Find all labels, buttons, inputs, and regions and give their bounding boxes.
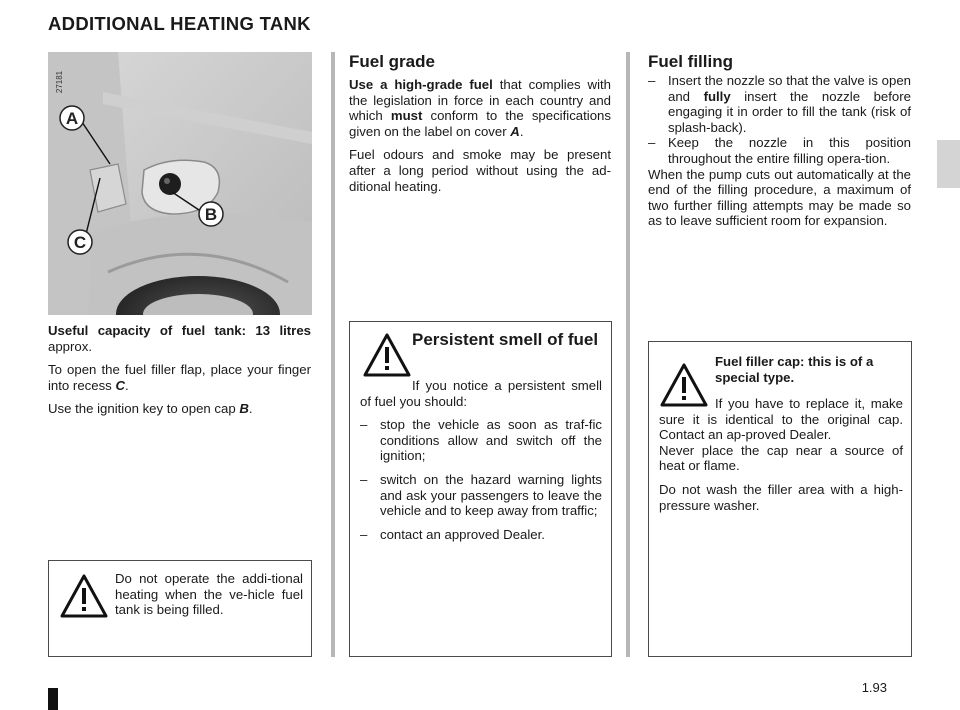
cap-washer-paragraph: Do not wash the filler area with a high-pressure washer. <box>659 481 903 513</box>
warning-triangle-icon <box>362 332 412 378</box>
column-divider-left <box>331 52 335 657</box>
smell-item: – switch on the hazard warning lights and ask your passengers to leave the vehicle and to keep away from traffic; <box>360 471 602 519</box>
must-bold: must <box>390 108 423 124</box>
fuel-filling-heading: Fuel filling <box>648 52 733 71</box>
smell-item-text: switch on the hazard warning lights and ask your passengers to leave the vehicle and to keep away from traffic; <box>380 471 602 519</box>
ignition-key-text: Use the ignition key to open cap <box>48 401 240 417</box>
fuel-grade-paragraph <box>349 77 611 139</box>
warning-triangle-icon <box>59 573 109 619</box>
fuel-filler-drawing <box>48 52 312 315</box>
figure-id: 27181 <box>55 70 64 94</box>
section-tab <box>937 140 960 188</box>
cover-ref: A <box>510 123 520 139</box>
warning-box-cap <box>648 341 912 657</box>
fuel-odour-paragraph: Fuel odours and smoke may be present after a long period without using the ad-ditional heating. <box>349 147 611 194</box>
callout-b: B <box>204 205 218 224</box>
fuel-filler-illustration <box>48 52 312 315</box>
page-number: 1.93 <box>861 680 887 695</box>
cap-ref: B <box>239 401 249 417</box>
recess-ref: C <box>115 377 125 393</box>
smell-item-text: stop the vehicle as soon as traf-fic conditions allow and switch off the ignition; <box>380 417 602 464</box>
warning-box-heating <box>48 560 312 657</box>
smell-intro: If you notice a persistent smell of fuel you should: <box>360 378 602 409</box>
fuel-filling-section <box>648 52 911 237</box>
filling-item: – Insert the nozzle so that the valve is open and fully insert the nozzle before engaging it in order to fill the tank (risk of splash-back). <box>648 73 911 135</box>
capacity-paragraph <box>48 323 311 354</box>
fully-bold: fully <box>703 88 731 104</box>
fuel-grade-section <box>349 52 611 202</box>
ignition-key-paragraph <box>48 401 311 417</box>
fuel-grade-heading: Fuel grade <box>349 52 435 71</box>
smell-heading: Persistent smell of fuel <box>412 330 599 349</box>
warning-heating-text: Do not operate the addi-tional heating when the ve-hicle fuel tank is being filled. <box>115 571 303 618</box>
fuel-grade-end: . <box>519 123 524 139</box>
ignition-key-end: . <box>248 401 253 417</box>
cap-replace-paragraph: If you have to replace it, make sure it is identical to the original cap. Contact an ap-proved Dealer. <box>659 396 903 443</box>
high-grade-fuel-bold: Use a high-grade fuel <box>349 77 493 92</box>
cap-heading: Fuel filler cap: this is of a special type. <box>715 354 874 385</box>
pump-cutout-paragraph: When the pump cuts out automatically at the end of the filling procedure, a maximum of two further filling attempts may be made so as to leave sufficient room for expansion. <box>648 166 911 229</box>
smell-item: – stop the vehicle as soon as traf-fic conditions allow and switch off the ignition; <box>360 417 602 464</box>
fuel-grade-text: that complies with the legislation in force in each country and which <box>349 77 611 124</box>
filling-item: – Keep the nozzle in this position throughout the entire filling opera-tion. <box>648 135 911 166</box>
callout-c: C <box>73 233 87 252</box>
open-flap-end: . <box>124 377 129 393</box>
capacity-rest: approx. <box>48 338 92 354</box>
filling-item-text: Insert the nozzle so that the valve is open and <box>668 73 911 104</box>
column-divider-right <box>626 52 630 657</box>
warning-box-smell <box>349 321 612 657</box>
cap-heat-paragraph: Never place the cap near a source of heat or flame. <box>659 442 903 474</box>
left-column-text <box>48 323 311 425</box>
corner-mark <box>48 688 58 710</box>
filling-item-text-2: insert the nozzle before engaging it in order to fill the tank (risk of splash-back). <box>668 88 911 135</box>
smell-item: – contact an approved Dealer. <box>360 527 602 543</box>
smell-body <box>360 378 602 542</box>
fuel-grade-text-2: conform to the specifications given on the label on cover <box>349 108 611 139</box>
callout-a: A <box>65 109 79 128</box>
capacity-bold: Useful capacity of fuel tank: 13 litres <box>48 323 311 338</box>
cap-body <box>659 396 903 513</box>
filling-item-text: Keep the nozzle in this position throughout the entire filling opera-tion. <box>668 135 911 166</box>
open-flap-text: To open the fuel filler flap, place your finger into recess <box>48 362 311 393</box>
open-flap-paragraph <box>48 362 311 393</box>
page-title: ADDITIONAL HEATING TANK <box>48 13 311 34</box>
smell-item-text: contact an approved Dealer. <box>380 526 545 542</box>
